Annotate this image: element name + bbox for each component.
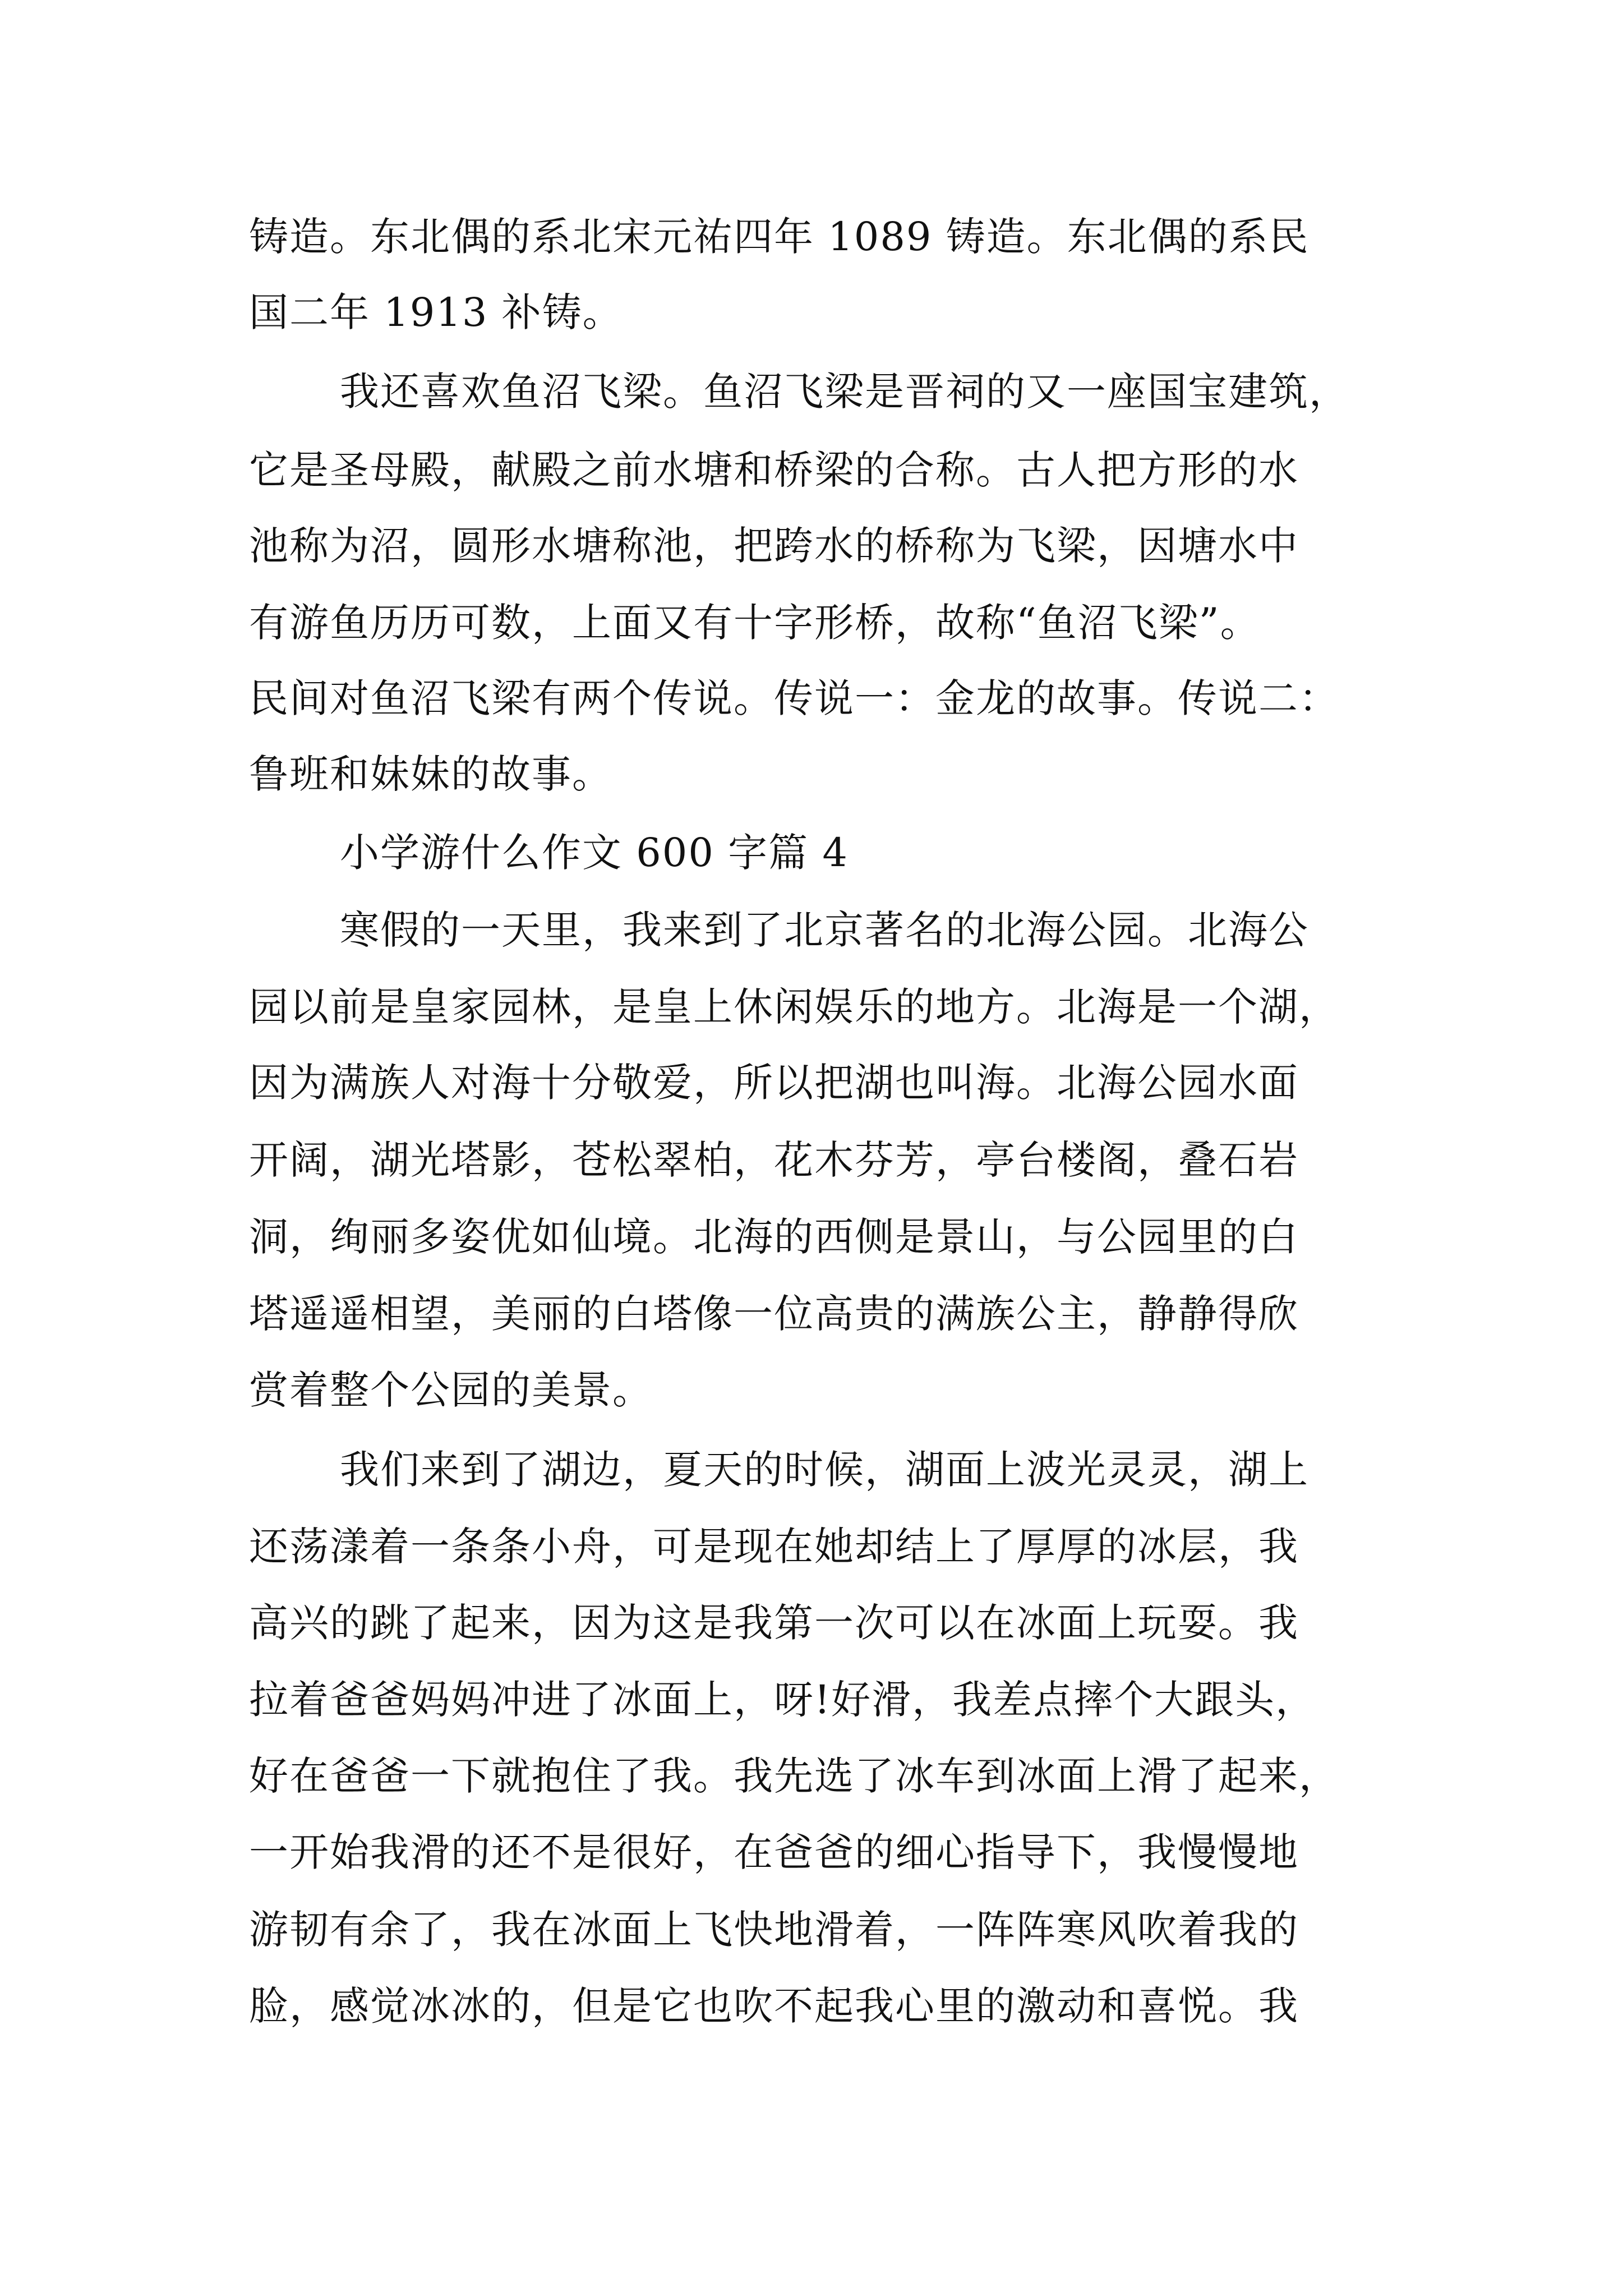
paragraph-first-line: 我还喜欢鱼沼飞梁。鱼沼飞梁是晋祠的又一座国宝建筑， [340, 369, 1349, 415]
text-line: 铸造。东北偶的系北宋元祐四年 1089 铸造。东北偶的系民 [249, 214, 1310, 260]
paragraph-first-line: 我们来到了湖边，夏天的时候，湖面上波光灵灵，湖上 [340, 1447, 1309, 1493]
text-line: 鲁班和妹妹的故事。 [249, 751, 612, 797]
text-line: 有游鱼历历可数，上面又有十字形桥，故称“鱼沼飞梁”。 [249, 600, 1261, 646]
paragraph-first-line: 寒假的一天里，我来到了北京著名的北海公园。北海公 [340, 907, 1309, 953]
text-line: 游韧有余了，我在冰面上飞快地滑着，一阵阵寒风吹着我的 [249, 1907, 1299, 1953]
text-line: 开阔，湖光塔影，苍松翠柏，花木芬芳，亭台楼阁，叠石岩 [249, 1137, 1299, 1183]
text-line: 赏着整个公园的美景。 [249, 1367, 653, 1413]
text-line: 高兴的跳了起来，因为这是我第一次可以在冰面上玩耍。我 [249, 1600, 1299, 1646]
text-line: 一开始我滑的还不是很好，在爸爸的细心指导下，我慢慢地 [249, 1829, 1299, 1875]
text-line: 它是圣母殿，献殿之前水塘和桥梁的合称。古人把方形的水 [249, 447, 1299, 493]
text-line: 洞，绚丽多姿优如仙境。北海的西侧是景山，与公园里的白 [249, 1214, 1299, 1260]
text-line: 池称为沼，圆形水塘称池，把跨水的桥称为飞梁，因塘水中 [249, 523, 1299, 569]
text-line: 国二年 1913 补铸。 [249, 289, 623, 335]
text-line: 好在爸爸一下就抱住了我。我先选了冰车到冰面上滑了起来， [249, 1753, 1339, 1799]
text-line: 塔遥遥相望，美丽的白塔像一位高贵的满族公主，静静得欣 [249, 1291, 1299, 1337]
text-line: 民间对鱼沼飞梁有两个传说。传说一：金龙的故事。传说二： [249, 675, 1339, 721]
section-heading: 小学游什么作文 600 字篇 4 [340, 830, 849, 876]
text-line: 脸，感觉冰冰的，但是它也吹不起我心里的激动和喜悦。我 [249, 1983, 1299, 2029]
text-line: 因为满族人对海十分敬爱，所以把湖也叫海。北海公园水面 [249, 1060, 1299, 1106]
text-line: 拉着爸爸妈妈冲进了冰面上，呀!好滑，我差点摔个大跟头， [249, 1677, 1316, 1723]
text-line: 还荡漾着一条条小舟，可是现在她却结上了厚厚的冰层，我 [249, 1524, 1299, 1570]
text-line: 园以前是皇家园林，是皇上休闲娱乐的地方。北海是一个湖， [249, 984, 1339, 1030]
